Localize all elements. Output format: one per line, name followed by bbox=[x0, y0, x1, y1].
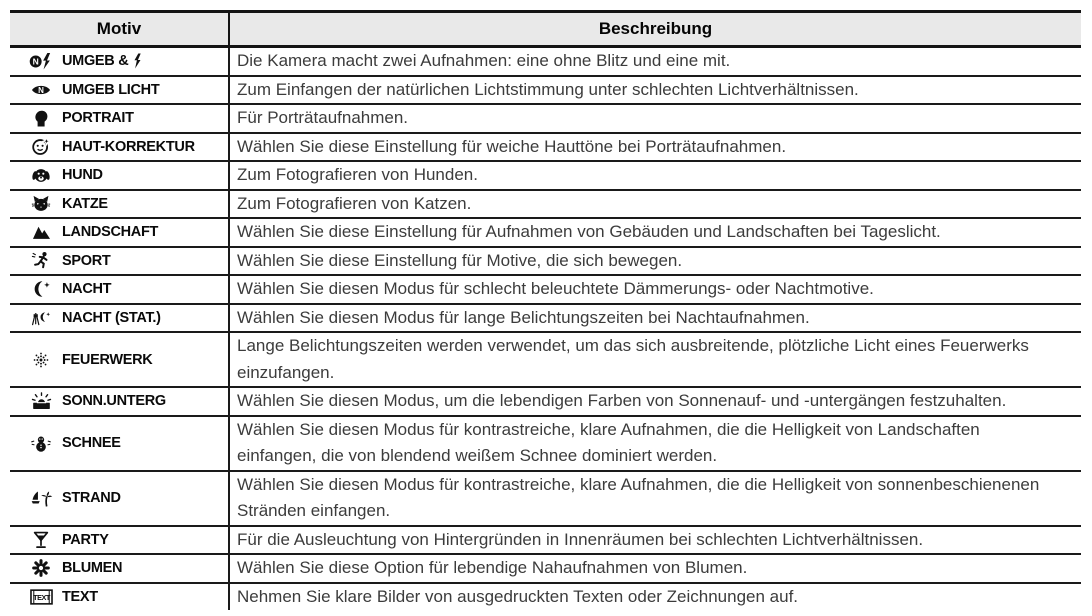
landscape-icon bbox=[27, 224, 55, 240]
scene-description: Wählen Sie diese Einstellung für weiche Hauttöne bei Porträtaufnahmen. bbox=[228, 134, 1081, 161]
scene-description: Wählen Sie diese Einstellung für Aufnahmen von Gebäuden und Landschaften bei Tageslicht. bbox=[228, 219, 1081, 246]
scene-label: TEXT bbox=[62, 588, 98, 605]
svg-text:N: N bbox=[32, 56, 39, 67]
night-icon bbox=[27, 280, 55, 298]
table-header bbox=[10, 13, 1081, 48]
sunset-icon bbox=[27, 392, 55, 410]
table-row bbox=[10, 105, 1081, 134]
column-header-motiv: Motiv bbox=[96, 19, 142, 38]
text-box-icon bbox=[27, 589, 55, 605]
table-row bbox=[10, 305, 1081, 334]
scene-label: BLUMEN bbox=[62, 560, 123, 577]
table-row bbox=[10, 333, 1081, 388]
scene-label: NACHT bbox=[62, 281, 112, 298]
table-row bbox=[10, 472, 1081, 527]
table-row bbox=[10, 77, 1081, 106]
scene-label: LANDSCHAFT bbox=[62, 224, 159, 241]
scene-description: Wählen Sie diesen Modus, um die lebendigen Farben von Sonnenauf- und -untergängen festzuhalten. bbox=[228, 388, 1081, 415]
table-row bbox=[10, 555, 1081, 584]
table-row bbox=[10, 248, 1081, 277]
cocktail-icon bbox=[27, 531, 55, 549]
scene-label: SONN.UNTERG bbox=[62, 393, 166, 410]
scene-description: Für Porträtaufnahmen. bbox=[228, 105, 1081, 132]
fireworks-icon bbox=[27, 350, 55, 370]
scene-description: Für die Ausleuchtung von Hintergründen in Innenräumen bei schlechten Lichtverhältnissen. bbox=[228, 527, 1081, 554]
ambient-light-icon bbox=[27, 82, 55, 98]
scene-description: Wählen Sie diese Einstellung für Motive, die sich bewegen. bbox=[228, 248, 1081, 275]
scene-label: UMGEB LICHT bbox=[62, 81, 160, 98]
svg-text:N: N bbox=[38, 85, 44, 95]
scene-label: SPORT bbox=[62, 252, 111, 269]
scene-description: Wählen Sie diesen Modus für kontrastreiche, klare Aufnahmen, die die Helligkeit von Landschaften einfangen, die von blendend weißem Schnee dominiert werden. bbox=[228, 417, 1081, 470]
table-row bbox=[10, 584, 1081, 611]
scene-description: Zum Fotografieren von Hunden. bbox=[228, 162, 1081, 189]
svg-text:TEXT: TEXT bbox=[32, 592, 50, 602]
scene-description: Wählen Sie diesen Modus für lange Belichtungszeiten bei Nachtaufnahmen. bbox=[228, 305, 1081, 332]
scene-label: UMGEB & bbox=[62, 53, 129, 70]
column-header-beschreibung: Beschreibung bbox=[228, 13, 1081, 45]
scene-description: Wählen Sie diese Option für lebendige Nahaufnahmen von Blumen. bbox=[228, 555, 1081, 582]
scene-label: FEUERWERK bbox=[62, 351, 153, 368]
scene-label: STRAND bbox=[62, 490, 121, 506]
cat-icon bbox=[27, 195, 55, 212]
beach-icon bbox=[27, 489, 55, 508]
flower-icon bbox=[27, 559, 55, 577]
table-row bbox=[10, 276, 1081, 305]
table-row bbox=[10, 527, 1081, 556]
scene-label: KATZE bbox=[62, 195, 108, 212]
scene-label: HUND bbox=[62, 167, 103, 184]
scene-description: Die Kamera macht zwei Aufnahmen: eine ohne Blitz und eine mit. bbox=[228, 48, 1081, 75]
ambient-flash-icon bbox=[27, 53, 55, 70]
table-row bbox=[10, 191, 1081, 220]
dog-icon bbox=[27, 166, 55, 185]
table-row bbox=[10, 48, 1081, 77]
scene-label: PORTRAIT bbox=[62, 110, 134, 127]
table-row bbox=[10, 219, 1081, 248]
scene-label: PARTY bbox=[62, 531, 109, 548]
flash-bolt-icon bbox=[131, 53, 142, 69]
table-row bbox=[10, 134, 1081, 163]
table-row bbox=[10, 388, 1081, 417]
scene-description: Lange Belichtungszeiten werden verwendet, um das sich ausbreitende, plötzliche Licht eines Feuerwerks einzufangen. bbox=[228, 333, 1081, 386]
scene-mode-table bbox=[10, 10, 1081, 610]
scene-description: Wählen Sie diesen Modus für schlecht beleuchtete Dämmerungs- oder Nachtmotive. bbox=[228, 276, 1081, 303]
portrait-icon bbox=[27, 109, 55, 127]
scene-label: SCHNEE bbox=[62, 435, 121, 451]
skin-smoothing-icon bbox=[27, 137, 55, 156]
sport-icon bbox=[27, 251, 55, 270]
scene-label: NACHT (STAT.) bbox=[62, 309, 161, 326]
night-tripod-icon bbox=[27, 309, 55, 327]
scene-label: HAUT-KORREKTUR bbox=[62, 138, 195, 155]
scene-description: Zum Einfangen der natürlichen Lichtstimmung unter schlechten Lichtverhältnissen. bbox=[228, 77, 1081, 104]
table-row bbox=[10, 417, 1081, 472]
scene-description: Nehmen Sie klare Bilder von ausgedruckten Texten oder Zeichnungen auf. bbox=[228, 584, 1081, 611]
scene-description: Wählen Sie diesen Modus für kontrastreiche, klare Aufnahmen, die die Helligkeit von sonnenbeschienenen Stränden einfangen. bbox=[228, 472, 1081, 525]
scene-description: Zum Fotografieren von Katzen. bbox=[228, 191, 1081, 218]
snowman-icon bbox=[27, 434, 55, 453]
table-row bbox=[10, 162, 1081, 191]
